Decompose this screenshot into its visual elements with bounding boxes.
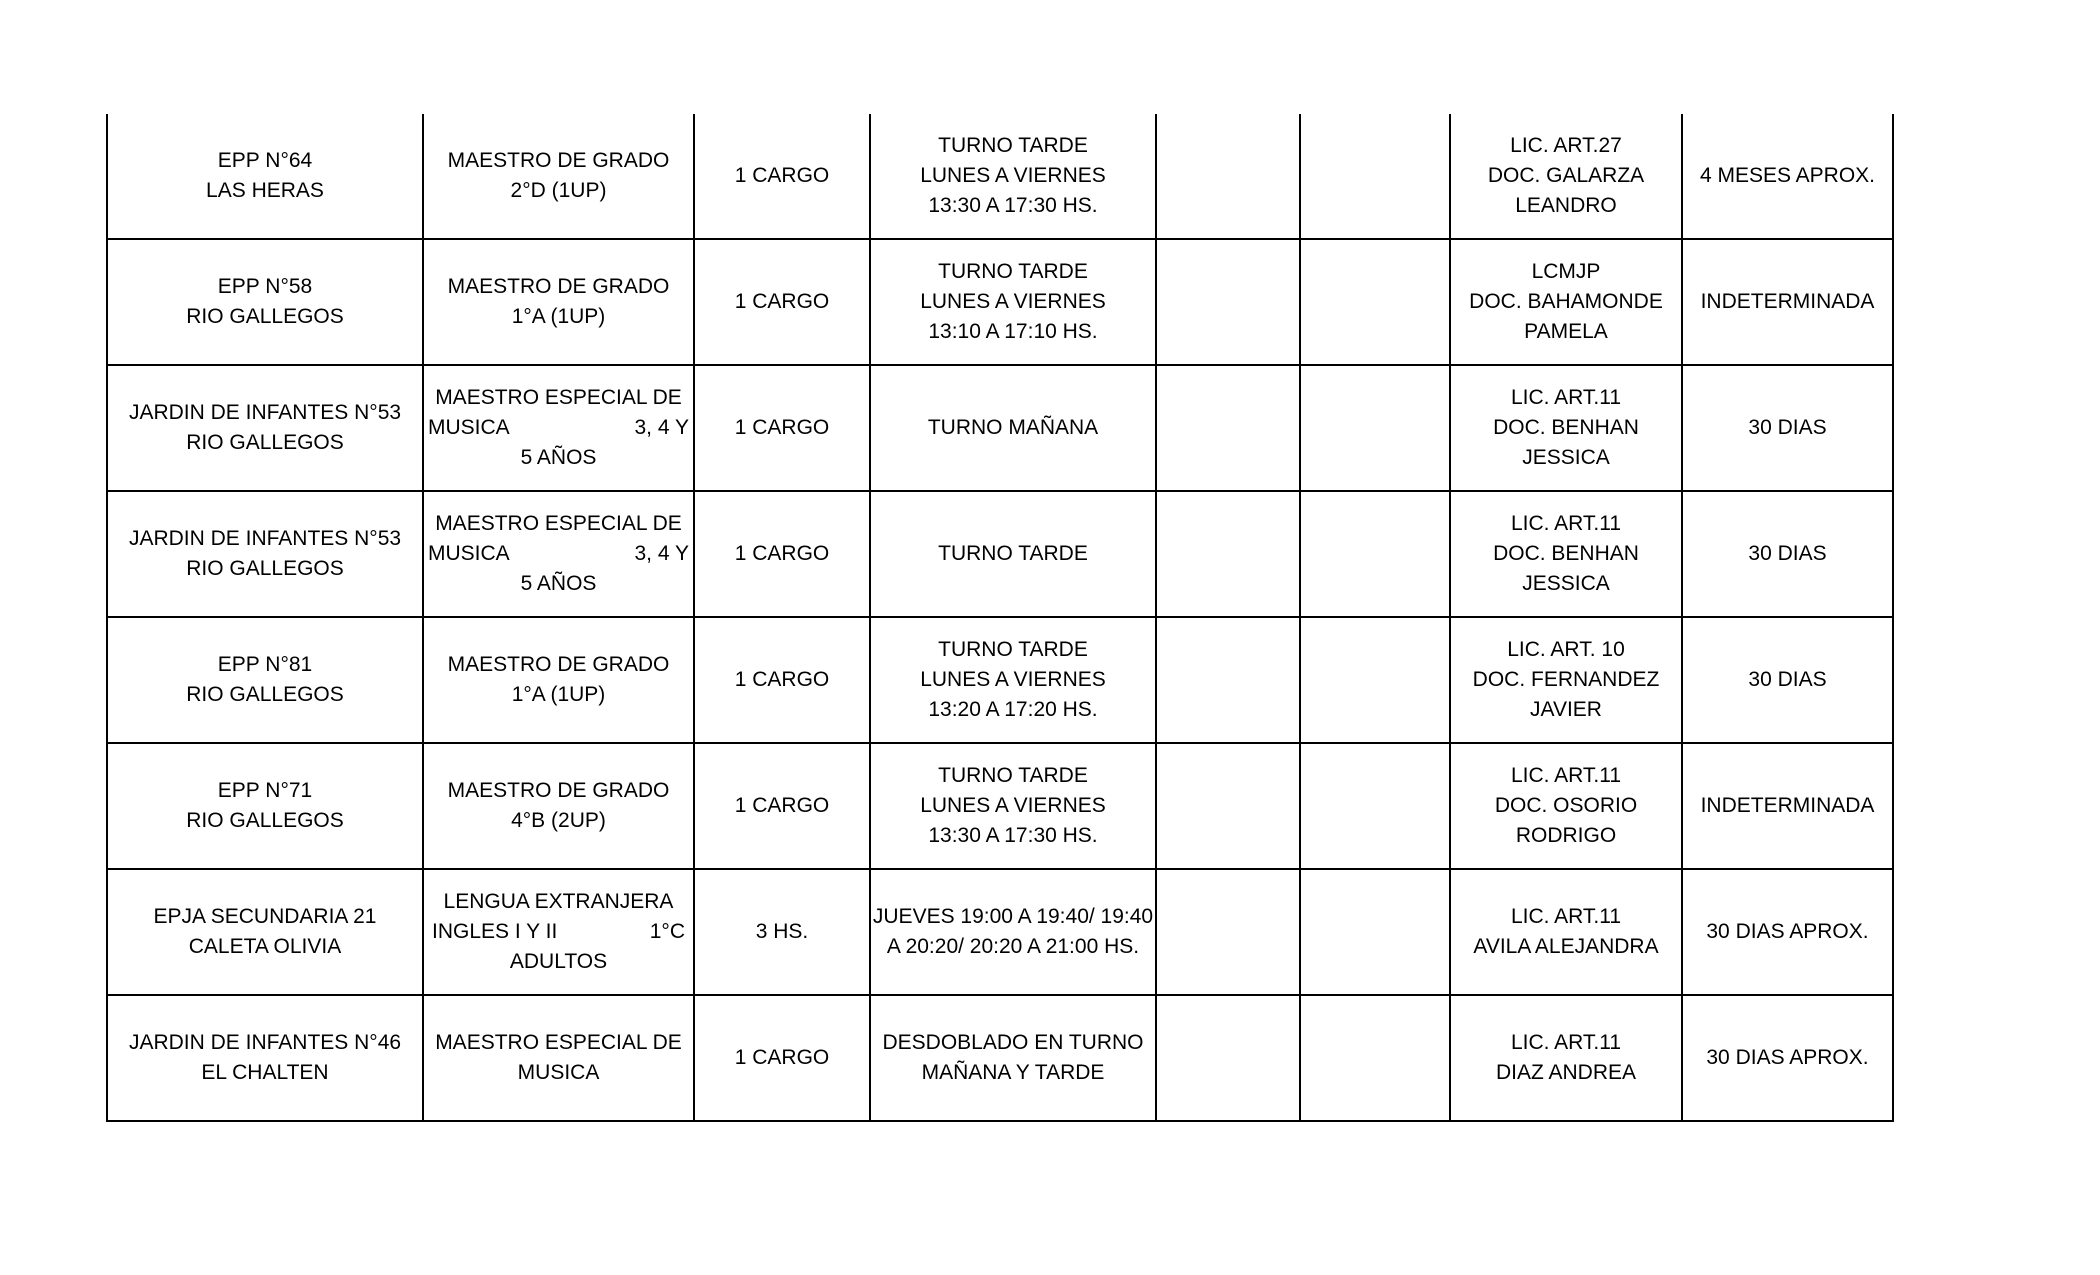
blank-cell	[1300, 114, 1450, 239]
position-grade: 1°C	[649, 920, 685, 943]
reason-cell	[1450, 869, 1682, 995]
school-line: RIO GALLEGOS	[186, 305, 344, 328]
position-grade: 3, 4 Y	[634, 542, 689, 565]
position-split-line	[424, 539, 693, 569]
school-line: LAS HERAS	[206, 179, 324, 202]
table-row	[107, 491, 1893, 617]
duration-cell: INDETERMINADA	[1682, 743, 1893, 869]
quantity-cell: 1 CARGO	[694, 114, 870, 239]
school-cell	[107, 239, 423, 365]
school-line: EPP N°81	[217, 653, 313, 676]
blank-cell	[1300, 995, 1450, 1121]
schedule-line: A 20:20/ 20:20 A 21:00 HS.	[886, 935, 1140, 958]
reason-line: DOC. OSORIO	[1494, 794, 1638, 817]
reason-cell	[1450, 617, 1682, 743]
schedule-line: TURNO TARDE	[938, 764, 1088, 787]
vacancy-table	[106, 114, 1894, 1122]
table-row	[107, 114, 1893, 239]
position-split-line	[424, 413, 693, 443]
reason-line: JAVIER	[1530, 698, 1602, 721]
blank-cell	[1156, 239, 1300, 365]
schedule-cell	[870, 239, 1156, 365]
schedule-cell	[870, 995, 1156, 1121]
schedule-cell	[870, 617, 1156, 743]
schedule-line: LUNES A VIERNES	[920, 290, 1106, 313]
position-line: MAESTRO DE GRADO	[447, 779, 670, 802]
duration-cell: INDETERMINADA	[1682, 239, 1893, 365]
schedule-line: 13:10 A 17:10 HS.	[928, 320, 1098, 343]
quantity-cell: 1 CARGO	[694, 995, 870, 1121]
duration-cell: 30 DIAS	[1682, 365, 1893, 491]
schedule-cell	[870, 114, 1156, 239]
position-subject: INGLES I Y II	[432, 920, 558, 943]
school-line: RIO GALLEGOS	[186, 557, 344, 580]
school-cell	[107, 869, 423, 995]
schedule-line: LUNES A VIERNES	[920, 164, 1106, 187]
reason-cell	[1450, 491, 1682, 617]
blank-cell	[1156, 995, 1300, 1121]
schedule-cell	[870, 491, 1156, 617]
position-cell	[423, 617, 694, 743]
table-row	[107, 869, 1893, 995]
blank-cell	[1300, 743, 1450, 869]
position-grade: 3, 4 Y	[634, 416, 689, 439]
schedule-line: LUNES A VIERNES	[920, 794, 1106, 817]
table-row	[107, 995, 1893, 1121]
schedule-line: LUNES A VIERNES	[920, 668, 1106, 691]
position-cell	[423, 114, 694, 239]
reason-line: LIC. ART.11	[1510, 386, 1622, 409]
reason-line: PAMELA	[1524, 320, 1608, 343]
schedule-line: MAÑANA Y TARDE	[921, 1061, 1105, 1084]
reason-cell	[1450, 995, 1682, 1121]
position-line: 1°A (1UP)	[511, 305, 606, 328]
position-cell	[423, 239, 694, 365]
table-row	[107, 239, 1893, 365]
school-line: CALETA OLIVIA	[188, 935, 342, 958]
quantity-cell: 1 CARGO	[694, 617, 870, 743]
duration-cell: 4 MESES APROX.	[1682, 114, 1893, 239]
schedule-line: TURNO MAÑANA	[927, 416, 1099, 439]
quantity-cell: 1 CARGO	[694, 743, 870, 869]
blank-cell	[1156, 491, 1300, 617]
schedule-line: 13:20 A 17:20 HS.	[928, 698, 1098, 721]
position-line: MUSICA	[517, 1061, 600, 1084]
school-line: EPJA SECUNDARIA 21	[153, 905, 377, 928]
reason-line: LEANDRO	[1515, 194, 1617, 217]
schedule-cell	[870, 869, 1156, 995]
school-cell	[107, 365, 423, 491]
school-line: EPP N°64	[217, 149, 313, 172]
school-line: RIO GALLEGOS	[186, 431, 344, 454]
school-line: RIO GALLEGOS	[186, 809, 344, 832]
schedule-cell	[870, 365, 1156, 491]
schedule-line: 13:30 A 17:30 HS.	[928, 194, 1098, 217]
position-line: MAESTRO DE GRADO	[447, 149, 670, 172]
schedule-line: 13:30 A 17:30 HS.	[928, 824, 1098, 847]
school-line: EL CHALTEN	[201, 1061, 329, 1084]
reason-line: LIC. ART.27	[1510, 134, 1622, 157]
reason-line: LIC. ART.11	[1510, 764, 1622, 787]
position-line: ADULTOS	[509, 950, 608, 973]
position-line: MAESTRO ESPECIAL DE	[435, 386, 682, 409]
blank-cell	[1156, 617, 1300, 743]
blank-cell	[1156, 365, 1300, 491]
position-line: MAESTRO DE GRADO	[447, 653, 670, 676]
reason-line: DOC. BENHAN JESSICA	[1493, 542, 1639, 595]
blank-cell	[1156, 869, 1300, 995]
position-cell	[423, 743, 694, 869]
position-cell	[423, 365, 694, 491]
schedule-line: TURNO TARDE	[938, 638, 1088, 661]
school-cell	[107, 743, 423, 869]
reason-line: LCMJP	[1531, 260, 1601, 283]
school-cell	[107, 491, 423, 617]
position-line: 2°D (1UP)	[510, 179, 607, 202]
reason-line: LIC. ART. 10	[1507, 638, 1625, 661]
schedule-cell	[870, 743, 1156, 869]
quantity-cell: 1 CARGO	[694, 491, 870, 617]
position-line: 5 AÑOS	[520, 572, 597, 595]
school-line: JARDIN DE INFANTES N°53	[128, 527, 402, 550]
school-line: JARDIN DE INFANTES N°46	[128, 1031, 402, 1054]
duration-cell: 30 DIAS	[1682, 491, 1893, 617]
school-cell	[107, 995, 423, 1121]
duration-cell: 30 DIAS	[1682, 617, 1893, 743]
position-cell	[423, 869, 694, 995]
school-line: JARDIN DE INFANTES N°53	[128, 401, 402, 424]
schedule-line: TURNO TARDE	[938, 542, 1088, 565]
position-line: 5 AÑOS	[520, 446, 597, 469]
reason-line: DOC. GALARZA	[1487, 164, 1645, 187]
school-line: EPP N°58	[217, 275, 313, 298]
reason-line: RODRIGO	[1515, 824, 1617, 847]
reason-line: LIC. ART.11	[1510, 512, 1622, 535]
quantity-cell: 1 CARGO	[694, 239, 870, 365]
schedule-line: TURNO TARDE	[938, 134, 1088, 157]
position-line: MAESTRO DE GRADO	[447, 275, 670, 298]
table-row	[107, 743, 1893, 869]
reason-cell	[1450, 239, 1682, 365]
reason-line: DOC. BAHAMONDE	[1469, 290, 1663, 313]
position-line: MAESTRO ESPECIAL DE	[435, 512, 682, 535]
blank-cell	[1300, 239, 1450, 365]
blank-cell	[1300, 365, 1450, 491]
reason-line: AVILA ALEJANDRA	[1473, 935, 1659, 958]
position-split-line	[424, 917, 693, 947]
reason-line: DIAZ ANDREA	[1495, 1061, 1637, 1084]
position-subject: MUSICA	[428, 542, 510, 565]
reason-cell	[1450, 114, 1682, 239]
blank-cell	[1156, 114, 1300, 239]
position-line: MAESTRO ESPECIAL DE	[435, 1031, 682, 1054]
position-cell	[423, 995, 694, 1121]
school-line: EPP N°71	[217, 779, 313, 802]
reason-cell	[1450, 743, 1682, 869]
position-line: LENGUA EXTRANJERA	[443, 890, 674, 913]
reason-line: DOC. BENHAN JESSICA	[1493, 416, 1639, 469]
reason-line: DOC. FERNANDEZ	[1472, 668, 1660, 691]
schedule-line: JUEVES 19:00 A 19:40/ 19:40	[872, 905, 1154, 928]
reason-line: LIC. ART.11	[1510, 1031, 1622, 1054]
position-line: 4°B (2UP)	[511, 809, 606, 832]
position-line: 1°A (1UP)	[511, 683, 606, 706]
position-subject: MUSICA	[428, 416, 510, 439]
table-row	[107, 617, 1893, 743]
quantity-cell: 1 CARGO	[694, 365, 870, 491]
blank-cell	[1156, 743, 1300, 869]
reason-line: LIC. ART.11	[1510, 905, 1622, 928]
school-cell	[107, 114, 423, 239]
duration-cell: 30 DIAS APROX.	[1682, 869, 1893, 995]
school-cell	[107, 617, 423, 743]
blank-cell	[1300, 491, 1450, 617]
blank-cell	[1300, 617, 1450, 743]
table-row	[107, 365, 1893, 491]
schedule-line: DESDOBLADO EN TURNO	[882, 1031, 1144, 1054]
quantity-cell: 3 HS.	[694, 869, 870, 995]
position-cell	[423, 491, 694, 617]
reason-cell	[1450, 365, 1682, 491]
table-body	[107, 114, 1893, 1121]
duration-cell: 30 DIAS APROX.	[1682, 995, 1893, 1121]
schedule-line: TURNO TARDE	[938, 260, 1088, 283]
school-line: RIO GALLEGOS	[186, 683, 344, 706]
blank-cell	[1300, 869, 1450, 995]
